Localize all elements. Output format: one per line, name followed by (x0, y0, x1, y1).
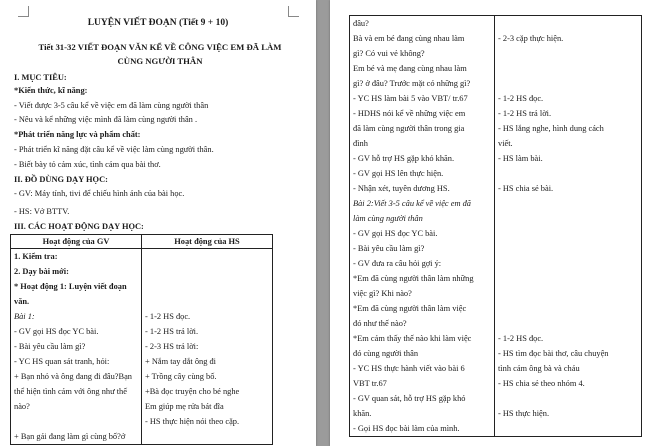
cell-text-line: + Bạn nhỏ và ông đang đi đâu?Bạn (14, 372, 132, 381)
cell-text-line: Bà và em bé đang cùng nhau làm (353, 34, 465, 43)
cell-text-line: + Bạn gái đang làm gì cùng bố?ở (14, 432, 126, 441)
cell-text-line: đó như thế nào? (353, 319, 407, 328)
section-heading-objectives: I. MỤC TIÊU: (14, 73, 67, 82)
document-page-right (330, 0, 650, 446)
cell-text-line: - YC HS quan sát tranh, hỏi: (14, 357, 110, 366)
cell-text-line: - Gọi HS đọc bài làm của mình. (353, 424, 460, 433)
student-activity-cell (142, 249, 273, 445)
document-page-left (0, 0, 316, 446)
cell-text-line: - HS chia sẻ theo nhóm 4. (498, 379, 585, 388)
cell-text-line: - HS tìm đọc bài thơ, câu chuyện (498, 349, 609, 358)
cell-text-line: - HDHS nói kể về những việc em (353, 109, 466, 118)
cell-text-line: - 2-3 cặp thực hiện. (498, 34, 564, 43)
cell-text-line (498, 61, 638, 76)
knowledge-item: - Viết được 3-5 câu kể về việc em đã làm cùng người thân (14, 101, 209, 110)
cell-text-line: đâu? (353, 19, 369, 28)
cell-text-line (498, 421, 638, 436)
cell-text-line: viết. (498, 139, 513, 148)
tools-item: - GV: Máy tính, tivi để chiếu hình ảnh của bài học. (14, 189, 185, 198)
cell-text-line (498, 316, 638, 331)
cell-text-line: *Em cảm thấy thế nào khi làm việc (353, 334, 472, 343)
cell-text-line: thể hiện tình cảm với ông như thế (14, 387, 127, 396)
develop-item: - Biết bày tỏ cảm xúc, tình cảm qua bài thơ. (14, 160, 161, 169)
cell-text-line (498, 211, 638, 226)
cell-text-line: - 1-2 HS đọc. (145, 312, 191, 321)
teacher-activity-cell (11, 249, 142, 445)
section-heading-tools: II. ĐỒ DÙNG DẠY HỌC: (14, 175, 108, 184)
section-heading-activities: III. CÁC HOẠT ĐỘNG DẠY HỌC: (14, 222, 144, 231)
cell-text-line: 1. Kiểm tra: (14, 252, 58, 261)
cell-text-line: *Em đã cùng người thân làm những (353, 274, 474, 283)
cell-text-line: * Hoạt động 1: Luyện viết đoạn (14, 282, 127, 291)
cell-text-line: Bài 2:Viết 3-5 câu kể về việc em đã (353, 199, 471, 208)
cell-text-line (145, 294, 269, 309)
cell-text-line: - HS chia sẻ bài. (498, 184, 554, 193)
cell-text-line: - GV hỗ trợ HS gặp khó khăn. (353, 154, 455, 163)
lesson-title: LUYỆN VIẾT ĐOẠN (Tiết 9 + 10) (87, 18, 229, 28)
knowledge-heading: *Kiến thức, kĩ năng: (14, 86, 88, 95)
cell-text-line (498, 241, 638, 256)
cell-text-line: - GV gọi HS đọc YC bài. (14, 327, 99, 336)
cell-text-line (498, 286, 638, 301)
cell-text-line: đó cùng người thân (353, 349, 419, 358)
cell-text-line: +Bà đọc truyện cho bé nghe (145, 387, 240, 396)
cell-text-line: *Em đã cùng người thân làm việc (353, 304, 467, 313)
cell-text-line: - GV quan sát, hỗ trợ HS gặp khó (353, 394, 466, 403)
cell-text-line: + Trồng cây cùng bố. (145, 372, 217, 381)
cell-text-line: Bài 1: (14, 312, 35, 321)
cell-text-line: VBT tr.67 (353, 379, 387, 388)
cell-text-line: tình cảm ông bà và cháu (498, 364, 580, 373)
cell-text-line: khăn. (353, 409, 372, 418)
column-header-teacher: Hoạt động của GV (11, 235, 142, 249)
knowledge-item: - Nêu và kể những việc mình đã làm cùng người thân . (14, 115, 198, 124)
cell-text-line (498, 391, 638, 406)
margin-corner-mark (18, 6, 29, 17)
cell-text-line (145, 249, 269, 264)
cell-text-line (145, 279, 269, 294)
cell-text-line: - 1-2 HS đọc. (498, 334, 544, 343)
cell-text-line: làm cùng người thân (353, 214, 423, 223)
cell-text-line (498, 166, 638, 181)
cell-text-line: + Nắm tay dắt ông đi (145, 357, 217, 366)
cell-text-line: gì? Có vui vẻ không? (353, 49, 425, 58)
lesson-subtitle-1: Tiết 31-32 VIẾT ĐOẠN VĂN KỂ VỀ CÔNG VIỆC EM ĐÃ LÀM (38, 42, 282, 52)
cell-text-line (14, 414, 138, 429)
teacher-activity-cell (350, 16, 495, 437)
cell-text-line: Em bé và mẹ đang cùng nhau làm (353, 64, 467, 73)
cell-text-line (498, 76, 638, 91)
cell-text-line: - 1-2 HS trả lời. (498, 109, 552, 118)
cell-text-line: đã làm cùng người thân trong gia (353, 124, 465, 133)
cell-text-line: gì? ở đâu? Trước mặt có những gì? (353, 79, 471, 88)
margin-corner-mark (288, 6, 299, 17)
activities-table-continued (349, 15, 642, 437)
cell-text-line: - HS lắng nghe, hình dung cách (498, 124, 604, 133)
cell-text-line: - Bài yêu cầu làm gì? (14, 342, 86, 351)
cell-text-line (498, 271, 638, 286)
cell-text-line: - HS thực hiện nói theo cặp. (145, 417, 240, 426)
cell-text-line: - Bài yêu cầu làm gì? (353, 244, 425, 253)
cell-text-line: - 1-2 HS đọc. (498, 94, 544, 103)
cell-text-line: - YC HS làm bài 5 vào VBT/ tr.67 (353, 94, 468, 103)
cell-text-line: - 2-3 HS trả lời: (145, 342, 199, 351)
cell-text-line: 2. Dạy bài mới: (14, 267, 69, 276)
activities-table (10, 234, 273, 445)
develop-heading: *Phát triển năng lực và phẩm chất: (14, 130, 141, 139)
cell-text-line: - 1-2 HS trả lời. (145, 327, 199, 336)
lesson-subtitle-2: CÙNG NGƯỜI THÂN (117, 56, 203, 66)
student-activity-cell (495, 16, 642, 437)
cell-text-line: - Nhận xét, tuyên dương HS. (353, 184, 450, 193)
cell-text-line (145, 429, 269, 444)
cell-text-line (498, 16, 638, 31)
cell-text-line (498, 46, 638, 61)
cell-text-line: việc gì? Khi nào? (353, 289, 412, 298)
cell-text-line (498, 301, 638, 316)
cell-text-line: - HS làm bài. (498, 154, 543, 163)
cell-text-line: nào? (14, 402, 30, 411)
cell-text-line: Em giúp mẹ rửa bát đĩa (145, 402, 224, 411)
cell-text-line: - HS thực hiện. (498, 409, 550, 418)
cell-text-line (498, 256, 638, 271)
cell-text-line (498, 226, 638, 241)
cell-text-line: - GV đưa ra câu hỏi gợi ý: (353, 259, 442, 268)
cell-text-line: - GV gọi HS lên thực hiện. (353, 169, 444, 178)
cell-text-line (145, 264, 269, 279)
cell-text-line (498, 196, 638, 211)
cell-text-line: đình (353, 139, 368, 148)
cell-text-line: - YC HS thực hành viết vào bài 6 (353, 364, 465, 373)
column-header-student: Hoạt động của HS (142, 235, 273, 249)
cell-text-line: - GV gọi HS đọc YC bài. (353, 229, 438, 238)
tools-item: - HS: Vở BTTV. (14, 207, 70, 216)
cell-text-line: văn. (14, 297, 30, 306)
develop-item: - Phát triển kĩ năng đặt câu kể về việc làm cùng người thân. (14, 145, 214, 154)
